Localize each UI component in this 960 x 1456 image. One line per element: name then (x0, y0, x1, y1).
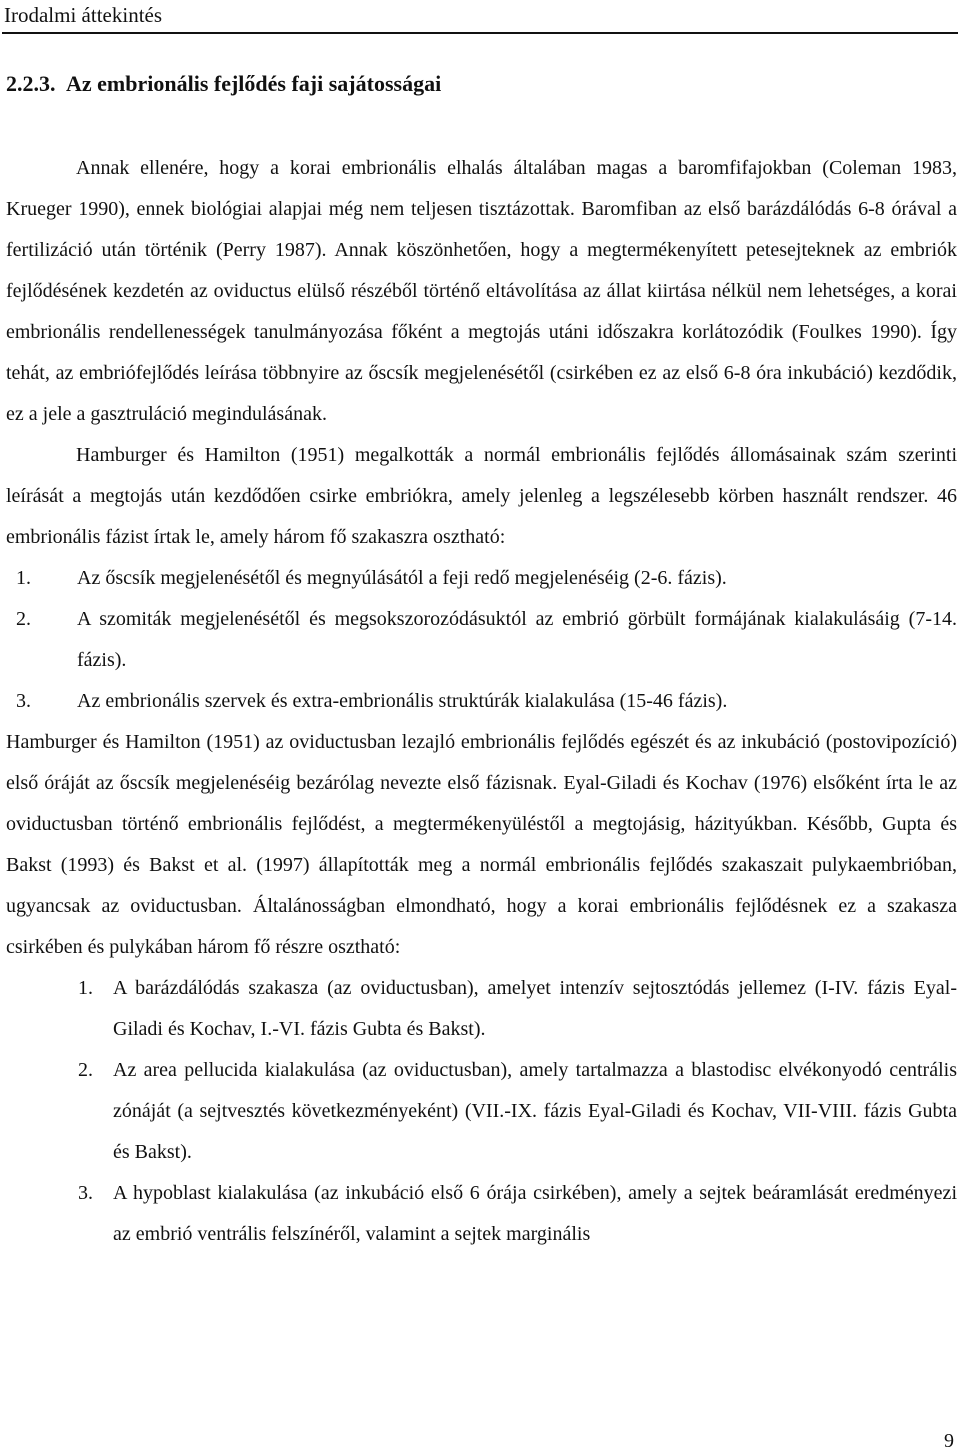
list-marker: 1. (78, 977, 93, 999)
list-item (6, 1050, 957, 1173)
list-item (6, 968, 957, 1050)
list-marker: 2. (16, 608, 31, 630)
list-item-text: A hypoblast kialakulása (az inkubáció első 6 órája csirkében), amely a sejtek beáramlását eredményezi az embrió ventrális felszínéről, valamint a sejtek marginális (113, 1182, 957, 1245)
early-development-list (6, 968, 957, 1255)
section-title: Az embrionális fejlődés faji sajátosságai (66, 71, 442, 96)
list-marker: 3. (78, 1182, 93, 1204)
list-item (6, 558, 957, 599)
list-item-text: A barázdálódás szakasza (az oviductusban), amelyet intenzív sejtosztódás jellemez (I-IV. fázis Eyal-Giladi és Kochav, I.-VI. fázis Gubta és Bakst). (113, 977, 957, 1040)
section-number: 2.2.3. (6, 71, 56, 96)
list-item (6, 681, 957, 722)
page-number: 9 (944, 1430, 954, 1452)
list-item-text: Az őscsík megjelenésétől és megnyúlásától a feji redő megjelenéséig (2-6. fázis). (77, 567, 727, 589)
list-item-text: Az embrionális szervek és extra-embrionális struktúrák kialakulása (15-46 fázis). (77, 690, 728, 712)
paragraph-2: Hamburger és Hamilton (1951) megalkották a normál embrionális fejlődés állomásainak szám szerinti leírását a megtojás után kezdődően csirke embriókra, amely jelenleg a legszélesebb körben használt rendszer. 46 embrionális fázist írtak le, amely három fő szakaszra osztható: (6, 444, 957, 548)
section-heading (6, 70, 441, 98)
header-divider (2, 32, 958, 34)
running-header: Irodalmi áttekintés (4, 3, 163, 27)
list-item-text: Az area pellucida kialakulása (az oviductusban), amely tartalmazza a blastodisc elvékonyodó centrális zónáját (a sejtvesztés következményeként) (VII.-IX. fázis Eyal-Giladi és Kochav, VII-VIII. fázis Gubta és Bakst). (113, 1059, 957, 1163)
phase-list (6, 558, 957, 722)
list-item-text: A szomiták megjelenésétől és megsokszorozódásuktól az embrió görbült formájának kialakulásáig (7-14. fázis). (77, 608, 957, 671)
list-item (6, 599, 957, 681)
list-marker: 1. (16, 567, 31, 589)
list-marker: 2. (78, 1059, 93, 1081)
list-marker: 3. (16, 690, 31, 712)
page-body (6, 148, 957, 1255)
paragraph-3: Hamburger és Hamilton (1951) az oviductusban lezajló embrionális fejlődés egészét és az inkubáció (postovipozíció) első óráját az őscsík megjelenéséig bezárólag nevezte első fázisnak. Eyal-Giladi és Kochav (1976) elsőként írta le az oviductusban történő embrionális fejlődést, a megtermékenyüléstől a megtojásig, házityúkban. Később, Gupta és Bakst (1993) és Bakst et al. (1997) állapították meg a normál embrionális fejlődés szakaszait pulykaembrióban, ugyancsak az oviductusban. Általánosságban elmondható, hogy a korai embrionális fejlődésnek ez a szakasza csirkében és pulykában három fő részre osztható: (6, 731, 957, 958)
list-item (6, 1173, 957, 1255)
paragraph-1: Annak ellenére, hogy a korai embrionális elhalás általában magas a baromfifajokban (Coleman 1983, Krueger 1990), ennek biológiai alapjai még nem teljesen tisztázottak. Baromfiban az első barázdálódás 6-8 órával a fertilizáció után történik (Perry 1987). Annak köszönhetően, hogy a megtermékenyített petesejteknek az embriók fejlődésének kezdetén az oviductus elülső részéből történő eltávolítása az állat kiirtása nélkül nem lehetséges, a korai embrionális rendellenességek tanulmányozása főként a megtojás utáni időszakra korlátozódik (Foulkes 1990). Így tehát, az embriófejlődés leírása többnyire az őscsík megjelenésétől (csirkében ez az első 6-8 óra inkubáció) kezdődik, ez a jele a gasztruláció megindulásának. (6, 157, 957, 425)
